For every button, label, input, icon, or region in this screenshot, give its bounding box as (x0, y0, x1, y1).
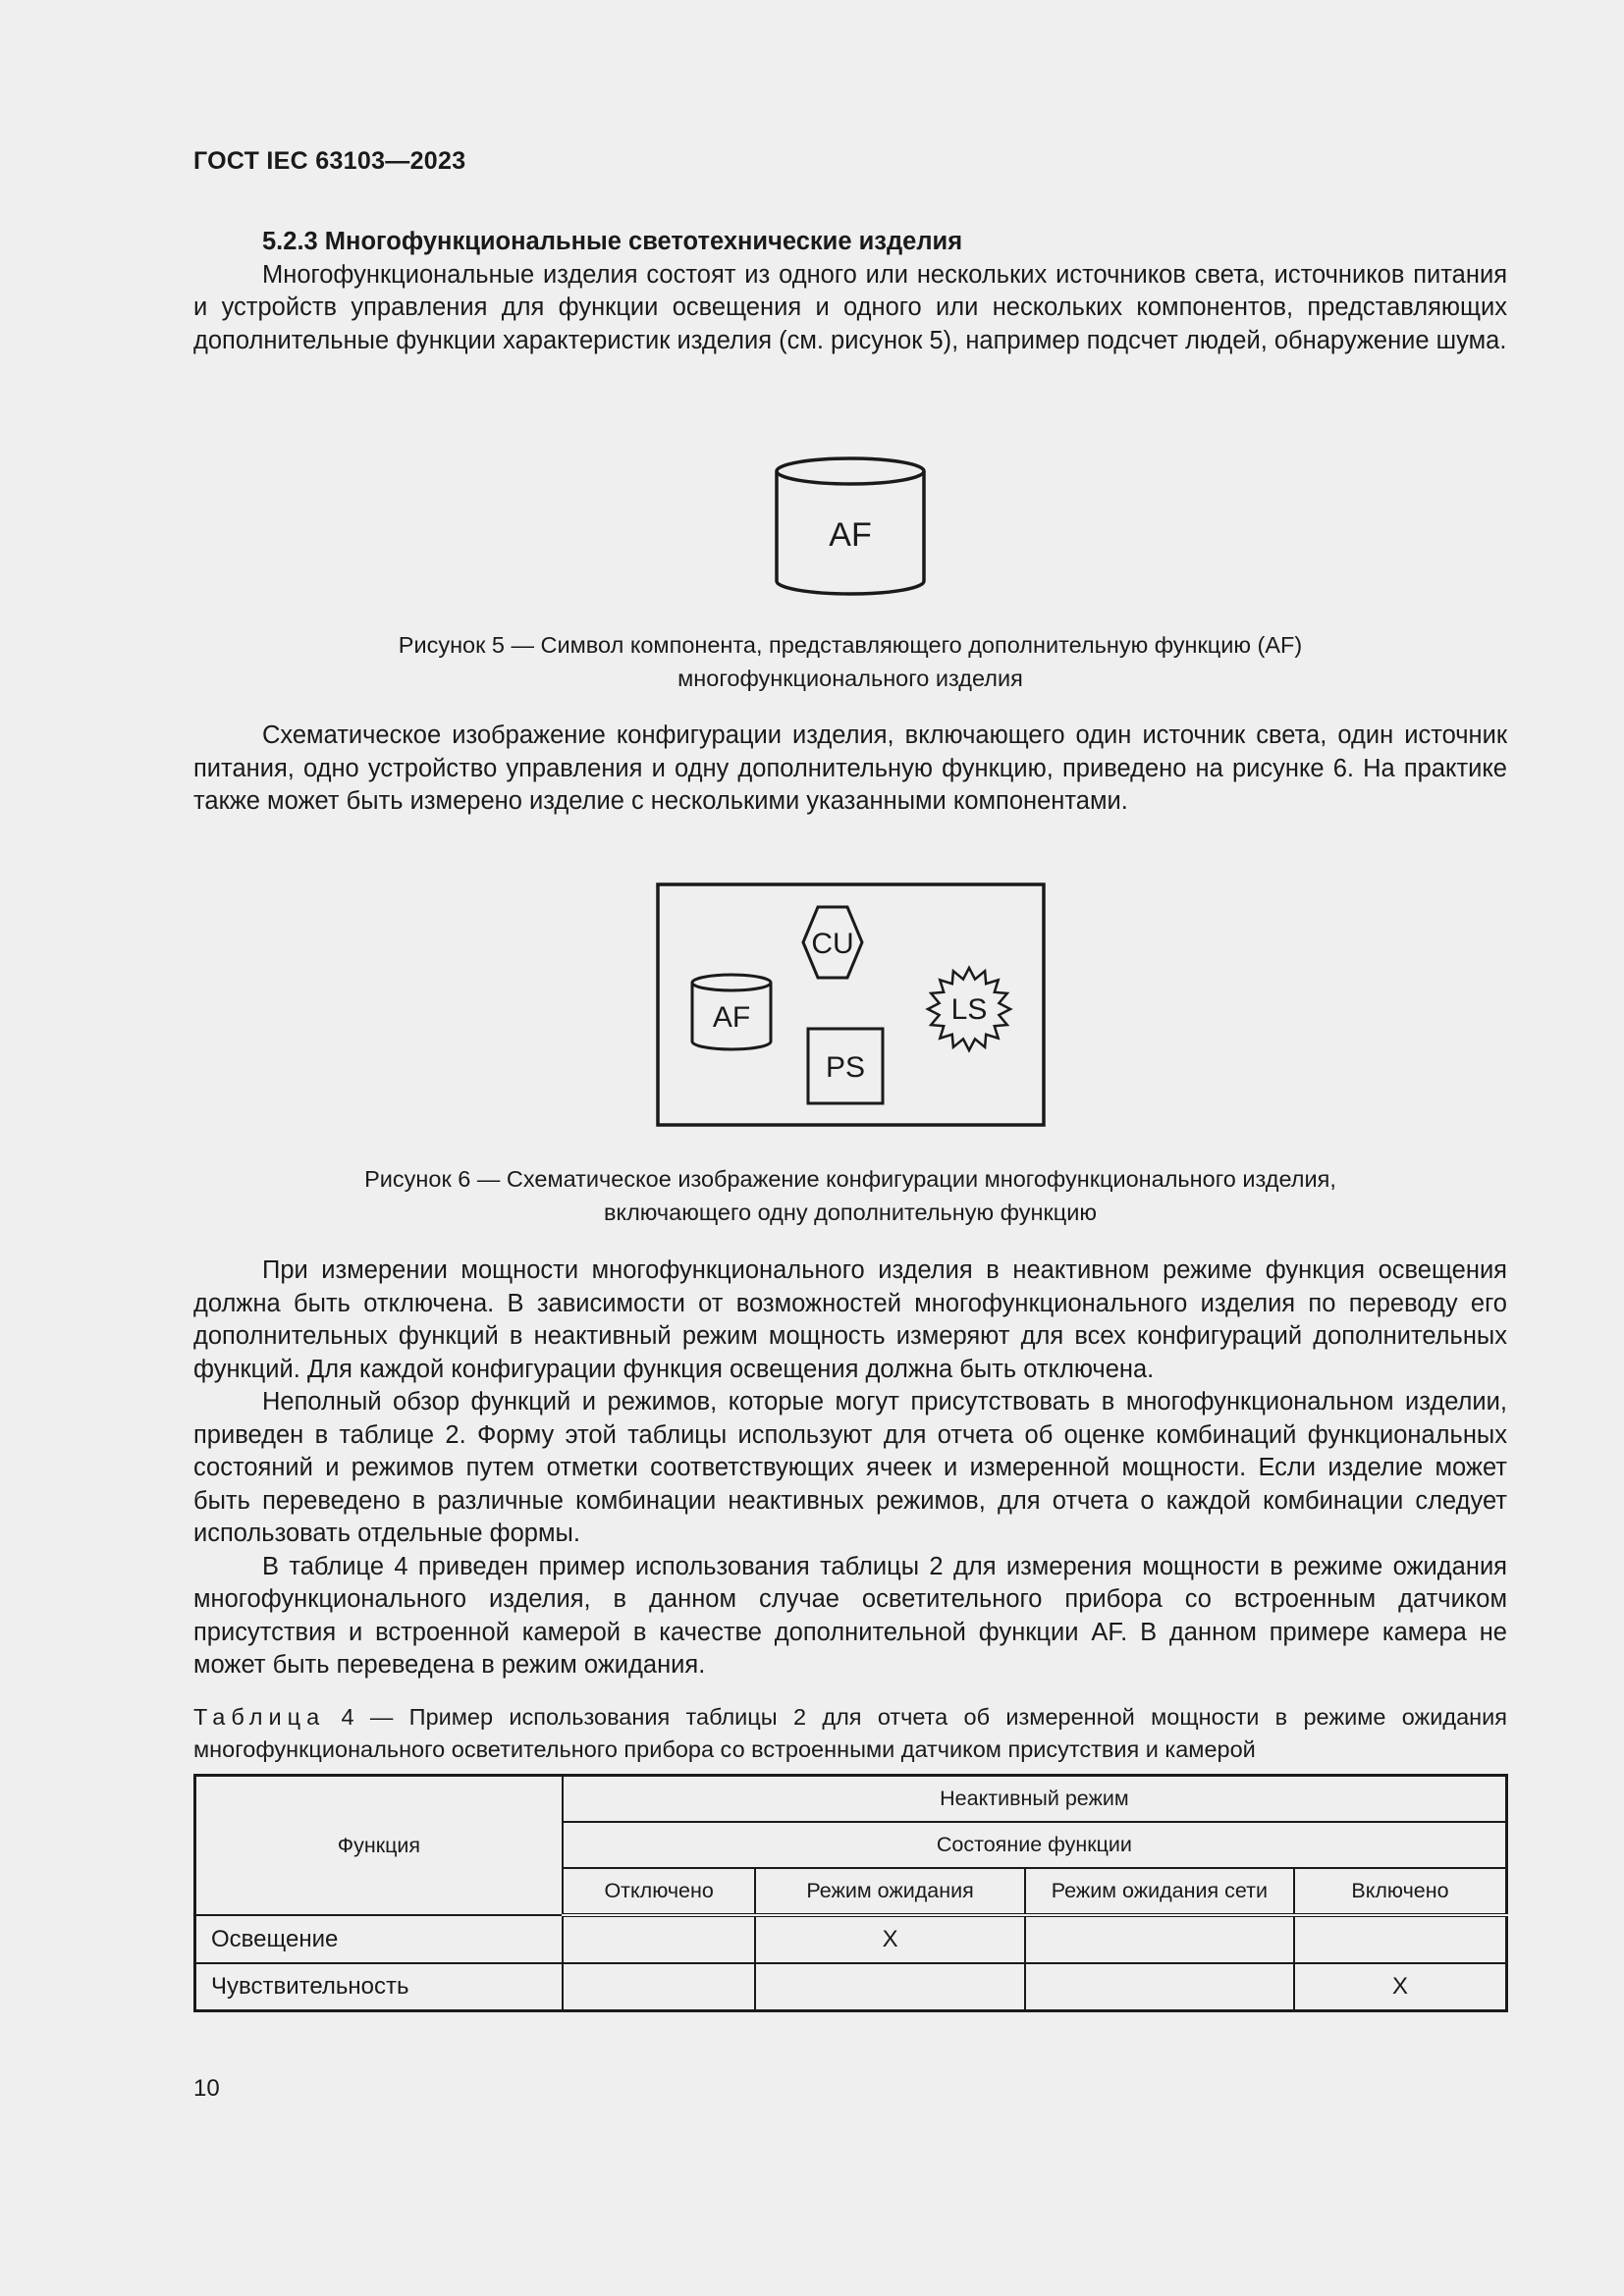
table-row (195, 1963, 1507, 2011)
table-row (195, 1915, 1507, 1963)
paragraph: При измерении мощности многофункционального изделия в неактивном режиме функция освещения должна быть отключена. В зависимости от возможностей многофункционального изделия по переводу его дополнительных функций в неактивный режим мощность измеряют для всех конфигураций дополнительных функций. Для каждой конфигурации функция освещения должна быть отключена. (193, 1256, 1507, 1383)
row-label-lighting: Освещение (195, 1915, 563, 1963)
paragraph: Многофункциональные изделия состоят из одного или нескольких источников света, источников питания и устройств управления для функции освещения и одного или нескольких компонентов, представляющих дополнительные функции характеристик изделия (см. рисунок 5), например подсчет людей, обнаружение шума. (193, 260, 1507, 354)
column-header-standby: Режим ожидания (755, 1868, 1024, 1915)
figure-5-caption-line2: многофункционального изделия (677, 666, 1023, 691)
ps-component (808, 1029, 883, 1103)
figure-6-caption-line2: включающего одну дополнительную функцию (604, 1200, 1097, 1225)
table-4 (193, 1774, 1508, 2012)
af-label: AF (712, 1001, 751, 1034)
column-header-on: Включено (1294, 1868, 1507, 1915)
cu-component (803, 907, 862, 978)
paragraph: Неполный обзор функций и режимов, которые могут присутствовать в многофункциональном изделии, приведен в таблице 2. Форму этой таблицы используют для отчета об оценке комбинаций функциональных состояний и режимов путем отметки соответствующих ячеек и измеренной мощности. Если изделие может быть переведено в различные комбинации неактивных режимов, для отчета о каждой комбинации следует использовать отдельные формы. (193, 1388, 1507, 1547)
document-header: ГОСТ IEC 63103—2023 (193, 147, 466, 175)
table-cell (755, 1963, 1024, 2011)
table-cell (563, 1963, 756, 2011)
paragraph-figure6-intro (193, 720, 1507, 819)
table-cell (1025, 1963, 1294, 2011)
figure-6-caption-line1: Рисунок 6 — Схематическое изображение конфигурации многофункционального изделия, (364, 1166, 1336, 1192)
table-cell: X (1294, 1963, 1507, 2011)
table-4-caption-line1 (193, 1701, 1507, 1734)
table-cell (1025, 1915, 1294, 1963)
header-inactive-mode: Неактивный режим (563, 1776, 1507, 1823)
table-4-caption-line2: многофункционального осветительного прибора со встроенными датчиком присутствия и камерой (193, 1736, 1256, 1762)
figure-6-schematic (655, 881, 1048, 1129)
figure-6-caption (193, 1162, 1507, 1229)
cu-label: CU (811, 928, 854, 960)
af-component (692, 975, 771, 1049)
af-symbol-label: AF (829, 516, 872, 554)
paragraph: Схематическое изображение конфигурации изделия, включающего один источник света, один источник питания, одно устройство управления и одну дополнительную функцию, приведено на рисунке 6. На практике также может быть измерено изделие с несколькими указанными компонентами. (193, 721, 1507, 815)
row-label-sensitivity: Чувствительность (195, 1963, 563, 2011)
table-cell: X (755, 1915, 1024, 1963)
paragraph: В таблице 4 приведен пример использования таблицы 2 для измерения мощности в режиме ожидания многофункционального изделия, в данном случае осветительного прибора со встроенным датчиком присутствия и встроенной камерой в качестве дополнительной функции AF. В данном примере камера не может быть переведена в режим ожидания. (193, 1552, 1507, 1679)
header-function-state: Состояние функции (563, 1822, 1507, 1868)
section-5-2-3 (193, 226, 1507, 357)
column-header-function: Функция (195, 1776, 563, 1916)
table-caption-word: Таблица (193, 1704, 326, 1730)
column-header-off: Отключено (563, 1868, 756, 1915)
table-caption-title: 4 — Пример использования таблицы 2 для отчета об измеренной мощности в режиме ожидания (341, 1704, 1508, 1730)
figure-5-af-symbol (766, 447, 943, 599)
table-cell (1294, 1915, 1507, 1963)
figure-5-caption (193, 628, 1507, 695)
ls-component (928, 968, 1010, 1050)
section-heading: 5.2.3 Многофункциональные светотехнические изделия (262, 228, 963, 255)
table-4-caption (193, 1701, 1507, 1766)
paragraphs-measurement (193, 1255, 1507, 1682)
table-cell (563, 1915, 756, 1963)
figure-5-caption-line1: Рисунок 5 — Символ компонента, представляющего дополнительную функцию (AF) (398, 632, 1303, 658)
ls-label: LS (950, 993, 988, 1026)
page-number: 10 (193, 2075, 220, 2102)
column-header-network-standby: Режим ожидания сети (1025, 1868, 1294, 1915)
ps-label: PS (825, 1051, 866, 1084)
